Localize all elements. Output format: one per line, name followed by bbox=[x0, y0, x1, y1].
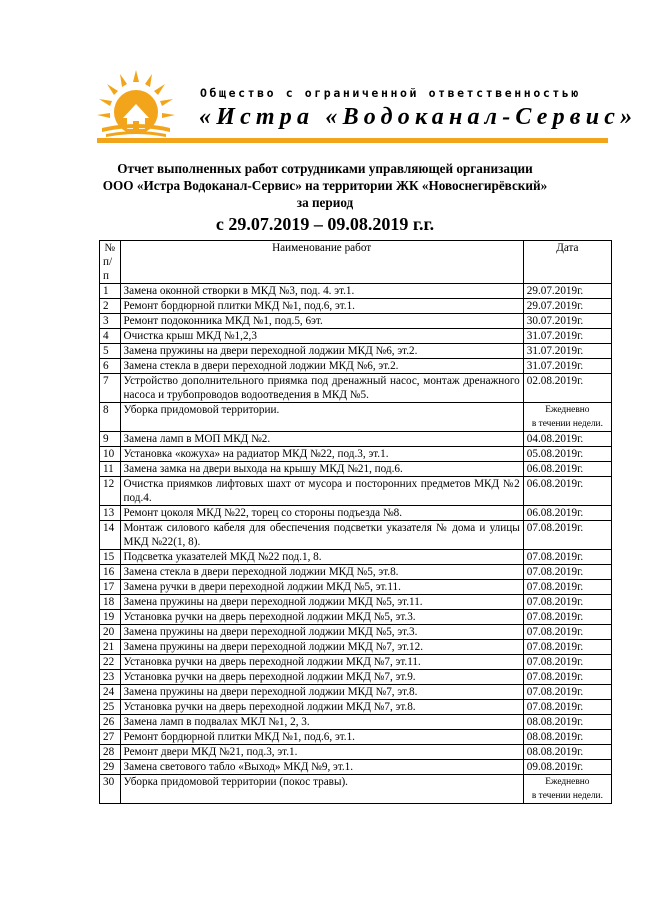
header-num-line2: п/п bbox=[103, 256, 113, 282]
work-date: 07.08.2019г. bbox=[523, 685, 611, 700]
work-date: 06.08.2019г. bbox=[523, 506, 611, 521]
row-number: 4 bbox=[100, 329, 121, 344]
work-name: Замена стекла в двери переходной лоджии МКД №5, эт.8. bbox=[120, 565, 523, 580]
header-date: Дата bbox=[523, 241, 611, 284]
work-date: 29.07.2019г. bbox=[523, 299, 611, 314]
table-row bbox=[100, 359, 612, 374]
table-row bbox=[100, 329, 612, 344]
work-name: Установка ручки на дверь переходной лоджии МКД №5, эт.3. bbox=[120, 610, 523, 625]
table-row bbox=[100, 715, 612, 730]
table-row bbox=[100, 447, 612, 462]
work-name: Замена оконной створки в МКД №3, под. 4. эт.1. bbox=[120, 284, 523, 299]
work-name: Установка ручки на дверь переходной лоджии МКД №7, эт.11. bbox=[120, 655, 523, 670]
date-frequency: Ежедневно bbox=[545, 405, 590, 415]
work-date: 07.08.2019г. bbox=[523, 580, 611, 595]
work-date: 02.08.2019г. bbox=[523, 374, 611, 403]
row-number: 5 bbox=[100, 344, 121, 359]
work-date: 30.07.2019г. bbox=[523, 314, 611, 329]
date-frequency-detail: в течении недели. bbox=[531, 791, 603, 801]
table-row bbox=[100, 314, 612, 329]
report-title bbox=[0, 160, 650, 236]
sun-house-logo-icon bbox=[96, 68, 176, 140]
row-number: 28 bbox=[100, 745, 121, 760]
header-name: Наименование работ bbox=[120, 241, 523, 284]
table-row bbox=[100, 284, 612, 299]
row-number: 27 bbox=[100, 730, 121, 745]
work-date: 05.08.2019г. bbox=[523, 447, 611, 462]
table-header-row bbox=[100, 241, 612, 284]
table-row bbox=[100, 477, 612, 506]
work-date: 31.07.2019г. bbox=[523, 359, 611, 374]
work-date: 07.08.2019г. bbox=[523, 595, 611, 610]
work-date: 07.08.2019г. bbox=[523, 700, 611, 715]
organization-name: «Истра «Водоканал-Сервис» bbox=[199, 104, 638, 130]
report-period: с 29.07.2019 – 09.08.2019 г.г. bbox=[215, 214, 435, 234]
table-row bbox=[100, 700, 612, 715]
work-name: Замена светового табло «Выход» МКД №9, эт.1. bbox=[120, 760, 523, 775]
work-name: Замена ламп в МОП МКД №2. bbox=[120, 432, 523, 447]
date-frequency-detail: в течении недели. bbox=[531, 419, 603, 429]
row-number: 20 bbox=[100, 625, 121, 640]
table-row bbox=[100, 506, 612, 521]
row-number: 9 bbox=[100, 432, 121, 447]
table-row bbox=[100, 580, 612, 595]
letterhead-divider bbox=[97, 138, 608, 143]
row-number: 23 bbox=[100, 670, 121, 685]
row-number: 26 bbox=[100, 715, 121, 730]
work-name: Замена ламп в подвалах МКЛ №1, 2, 3. bbox=[120, 715, 523, 730]
row-number: 8 bbox=[100, 403, 121, 432]
work-name: Замена замка на двери выхода на крышу МКД №21, под.6. bbox=[120, 462, 523, 477]
work-name: Монтаж силового кабеля для обеспечения подсветки указателя № дома и улицы МКД №22(1, 8). bbox=[120, 521, 523, 550]
table-row bbox=[100, 432, 612, 447]
work-name: Замена ручки в двери переходной лоджии МКД №5, эт.11. bbox=[120, 580, 523, 595]
work-name: Замена стекла в двери переходной лоджии МКД №6, эт.2. bbox=[120, 359, 523, 374]
work-date: 06.08.2019г. bbox=[523, 477, 611, 506]
work-name: Установка «кожуха» на радиатор МКД №22, под.3, эт.1. bbox=[120, 447, 523, 462]
work-date: 08.08.2019г. bbox=[523, 730, 611, 745]
work-name: Установка ручки на дверь переходной лоджии МКД №7, эт.9. bbox=[120, 670, 523, 685]
title-line-3: за период bbox=[296, 195, 354, 210]
header-num bbox=[100, 241, 121, 284]
table-row bbox=[100, 344, 612, 359]
work-name: Ремонт подоконника МКД №1, под.5, 6эт. bbox=[120, 314, 523, 329]
row-number: 6 bbox=[100, 359, 121, 374]
work-name: Подсветка указателей МКД №22 под.1, 8. bbox=[120, 550, 523, 565]
work-name: Ремонт бордюрной плитки МКД №1, под.6, эт.1. bbox=[120, 730, 523, 745]
work-date: 07.08.2019г. bbox=[523, 610, 611, 625]
work-name: Замена пружины на двери переходной лоджии МКД №7, эт.12. bbox=[120, 640, 523, 655]
row-number: 22 bbox=[100, 655, 121, 670]
work-date: 07.08.2019г. bbox=[523, 565, 611, 580]
work-date: 08.08.2019г. bbox=[523, 715, 611, 730]
work-name: Замена пружины на двери переходной лоджии МКД №5, эт.3. bbox=[120, 625, 523, 640]
work-name: Ремонт цоколя МКД №22, торец со стороны подъезда №8. bbox=[120, 506, 523, 521]
row-number: 30 bbox=[100, 775, 121, 804]
table-row bbox=[100, 775, 612, 804]
work-date: 07.08.2019г. bbox=[523, 655, 611, 670]
work-name: Замена пружины на двери переходной лоджии МКД №5, эт.11. bbox=[120, 595, 523, 610]
row-number: 17 bbox=[100, 580, 121, 595]
organization-type: Общество с ограниченной ответственностью bbox=[200, 86, 581, 100]
row-number: 12 bbox=[100, 477, 121, 506]
table-row bbox=[100, 403, 612, 432]
row-number: 21 bbox=[100, 640, 121, 655]
table-row bbox=[100, 565, 612, 580]
work-name: Ремонт двери МКД №21, под.3, эт.1. bbox=[120, 745, 523, 760]
title-line-1: Отчет выполненных работ сотрудниками управляющей организации bbox=[117, 161, 533, 176]
row-number: 18 bbox=[100, 595, 121, 610]
work-name: Замена пружины на двери переходной лоджии МКД №6, эт.2. bbox=[120, 344, 523, 359]
work-date: 09.08.2019г. bbox=[523, 760, 611, 775]
work-date bbox=[523, 775, 611, 804]
works-table bbox=[99, 240, 612, 804]
work-date bbox=[523, 403, 611, 432]
work-date: 07.08.2019г. bbox=[523, 640, 611, 655]
date-frequency: Ежедневно bbox=[545, 777, 590, 787]
table-row bbox=[100, 462, 612, 477]
table-row bbox=[100, 625, 612, 640]
row-number: 24 bbox=[100, 685, 121, 700]
table-row bbox=[100, 760, 612, 775]
row-number: 7 bbox=[100, 374, 121, 403]
work-date: 06.08.2019г. bbox=[523, 462, 611, 477]
row-number: 13 bbox=[100, 506, 121, 521]
work-name: Очистка приямков лифтовых шахт от мусора и посторонних предметов МКД №2 под.4. bbox=[120, 477, 523, 506]
row-number: 10 bbox=[100, 447, 121, 462]
table-row bbox=[100, 299, 612, 314]
table-row bbox=[100, 685, 612, 700]
work-name: Установка ручки на дверь переходной лоджии МКД №7, эт.8. bbox=[120, 700, 523, 715]
row-number: 25 bbox=[100, 700, 121, 715]
work-name: Устройство дополнительного приямка под дренажный насос, монтаж дренажного насоса и трубопроводов водоотведения в МКД №5. bbox=[120, 374, 523, 403]
work-date: 07.08.2019г. bbox=[523, 521, 611, 550]
work-date: 07.08.2019г. bbox=[523, 625, 611, 640]
row-number: 19 bbox=[100, 610, 121, 625]
work-date: 29.07.2019г. bbox=[523, 284, 611, 299]
work-date: 07.08.2019г. bbox=[523, 550, 611, 565]
row-number: 1 bbox=[100, 284, 121, 299]
row-number: 2 bbox=[100, 299, 121, 314]
table-row bbox=[100, 745, 612, 760]
letterhead bbox=[0, 0, 650, 150]
header-num-line1: № bbox=[104, 242, 116, 254]
work-name: Уборка придомовой территории. bbox=[120, 403, 523, 432]
work-date: 31.07.2019г. bbox=[523, 344, 611, 359]
work-name: Очистка крыш МКД №1,2,3 bbox=[120, 329, 523, 344]
work-date: 31.07.2019г. bbox=[523, 329, 611, 344]
work-date: 08.08.2019г. bbox=[523, 745, 611, 760]
table-row bbox=[100, 730, 612, 745]
table-row bbox=[100, 610, 612, 625]
work-date: 07.08.2019г. bbox=[523, 670, 611, 685]
row-number: 14 bbox=[100, 521, 121, 550]
table-row bbox=[100, 521, 612, 550]
row-number: 3 bbox=[100, 314, 121, 329]
table-row bbox=[100, 550, 612, 565]
title-line-2: ООО «Истра Водоканал-Сервис» на территории ЖК «Новоснегирёвский» bbox=[102, 178, 548, 193]
work-name: Уборка придомовой территории (покос травы). bbox=[120, 775, 523, 804]
row-number: 15 bbox=[100, 550, 121, 565]
row-number: 11 bbox=[100, 462, 121, 477]
work-name: Ремонт бордюрной плитки МКД №1, под.6, эт.1. bbox=[120, 299, 523, 314]
work-name: Замена пружины на двери переходной лоджии МКД №7, эт.8. bbox=[120, 685, 523, 700]
work-date: 04.08.2019г. bbox=[523, 432, 611, 447]
table-row bbox=[100, 640, 612, 655]
row-number: 29 bbox=[100, 760, 121, 775]
table-row bbox=[100, 670, 612, 685]
table-row bbox=[100, 655, 612, 670]
table-row bbox=[100, 595, 612, 610]
row-number: 16 bbox=[100, 565, 121, 580]
table-row bbox=[100, 374, 612, 403]
